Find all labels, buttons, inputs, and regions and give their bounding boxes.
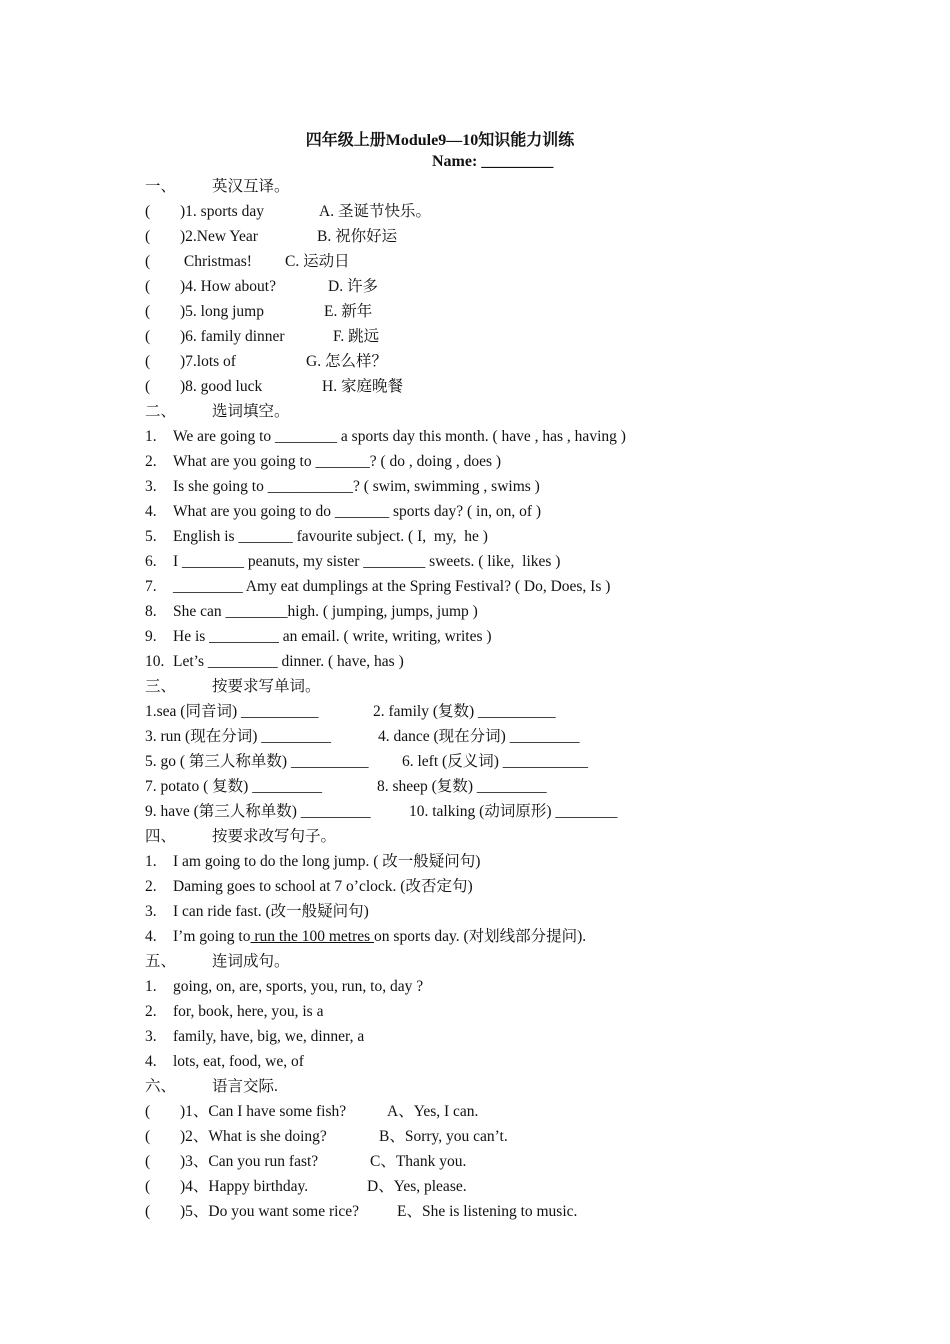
rewrite-item: [145, 927, 586, 947]
option-text: H. 家庭晚餐: [322, 378, 403, 395]
answer-paren: (: [145, 278, 151, 295]
section-title: 连词成句。: [212, 953, 290, 970]
fill-blank-item: [145, 452, 501, 472]
answer-paren: (: [145, 378, 151, 395]
option-text: E. 新年: [324, 303, 373, 320]
section-number: 四、: [145, 828, 177, 845]
item-text: She can ________high. ( jumping, jumps, jump ): [173, 603, 478, 620]
item-text-post: on sports day. (对划线部分提问).: [374, 928, 587, 945]
dialogue-item: [145, 1102, 479, 1122]
section-number: 六、: [145, 1078, 177, 1095]
section-number: 三、: [145, 678, 177, 695]
section-title: 按要求改写句子。: [212, 828, 337, 845]
word-form-item: [145, 752, 588, 772]
option-text: A. 圣诞节快乐。: [319, 203, 431, 220]
matching-item: [145, 377, 403, 397]
section-title: 英汉互译。: [212, 178, 290, 195]
item-text: Christmas!: [180, 253, 252, 270]
option-text: C. 运动日: [285, 253, 350, 270]
answer-paren: (: [145, 353, 151, 370]
item-number: 2.: [145, 1003, 157, 1020]
item-number: 3.: [145, 903, 157, 920]
item-text-pre: I’m going to: [173, 928, 251, 945]
item-text: What are you going to do _______ sports day? ( in, on, of ): [173, 503, 542, 520]
word-order-item: [145, 1002, 323, 1022]
matching-item: [145, 252, 350, 272]
item-number: 4.: [145, 928, 157, 945]
option-text: D. 许多: [328, 278, 378, 295]
item-text: lots, eat, food, we, of: [173, 1053, 304, 1070]
item-text: 7. potato ( 复数) _________: [145, 778, 322, 795]
item-text: English is _______ favourite subject. ( I, my, he ): [173, 528, 488, 545]
item-text: 5. go ( 第三人称单数) __________: [145, 753, 369, 770]
section1-header: [145, 177, 290, 197]
item-number: 4.: [145, 503, 157, 520]
item-number: 1.: [145, 428, 157, 445]
item-number: 8.: [145, 603, 157, 620]
item-text: )5. long jump: [180, 303, 264, 320]
item-number: 7.: [145, 578, 157, 595]
answer-paren: (: [145, 1203, 151, 1220]
section6-header: [145, 1077, 278, 1097]
matching-item: [145, 302, 373, 322]
fill-blank-item: [145, 652, 404, 672]
item-text: )1、Can I have some fish?: [180, 1103, 347, 1120]
item-number: 9.: [145, 628, 157, 645]
answer-paren: (: [145, 303, 151, 320]
dialogue-item: [145, 1177, 467, 1197]
item-text: Daming goes to school at 7 o’clock. (改否定句): [173, 878, 473, 895]
word-order-item: [145, 1027, 364, 1047]
item-text: family, have, big, we, dinner, a: [173, 1028, 365, 1045]
option-text: D、Yes, please.: [367, 1178, 467, 1195]
word-form-item: [145, 702, 556, 722]
item-text: 4. dance (现在分词) _________: [378, 728, 580, 745]
section-number: 二、: [145, 403, 177, 420]
section2-header: [145, 402, 290, 422]
option-text: B. 祝你好运: [317, 228, 398, 245]
section-title: 按要求写单词。: [212, 678, 321, 695]
item-text: )2、What is she doing?: [180, 1128, 327, 1145]
dialogue-item: [145, 1127, 508, 1147]
option-text: G. 怎么样？: [306, 353, 387, 370]
item-number: 1.: [145, 978, 157, 995]
fill-blank-item: [145, 427, 626, 447]
item-text: I ________ peanuts, my sister ________ sweets. ( like, likes ): [173, 553, 561, 570]
matching-item: [145, 327, 380, 347]
item-text: Let’s _________ dinner. ( have, has ): [173, 653, 404, 670]
fill-blank-item: [145, 552, 560, 572]
item-text: I am going to do the long jump. ( 改一般疑问句): [173, 853, 481, 870]
dialogue-item: [145, 1202, 578, 1222]
word-form-item: [145, 802, 618, 822]
answer-paren: (: [145, 1178, 151, 1195]
fill-blank-item: [145, 627, 492, 647]
word-form-item: [145, 777, 547, 797]
fill-blank-item: [145, 502, 541, 522]
item-text: 1.sea (同音词) __________: [145, 703, 319, 720]
section-title: 选词填空。: [212, 403, 290, 420]
item-text: I can ride fast. (改一般疑问句): [173, 903, 369, 920]
option-text: E、She is listening to music.: [397, 1203, 578, 1220]
item-text: What are you going to _______? ( do , doing , does ): [173, 453, 502, 470]
item-text: )4. How about?: [180, 278, 276, 295]
item-number: 5.: [145, 528, 157, 545]
fill-blank-item: [145, 527, 488, 547]
item-text: 10. talking (动词原形) ________: [409, 803, 618, 820]
fill-blank-item: [145, 602, 478, 622]
item-text: )4、Happy birthday.: [180, 1178, 309, 1195]
item-text: 2. family (复数) __________: [373, 703, 556, 720]
section-number: 五、: [145, 953, 177, 970]
rewrite-item: [145, 877, 473, 897]
item-text: )1. sports day: [180, 203, 264, 220]
answer-paren: (: [145, 328, 151, 345]
option-text: A、Yes, I can.: [387, 1103, 479, 1120]
answer-paren: (: [145, 253, 151, 270]
fill-blank-item: [145, 577, 610, 597]
item-text: 9. have (第三人称单数) _________: [145, 803, 371, 820]
item-number: 6.: [145, 553, 157, 570]
rewrite-item: [145, 902, 369, 922]
section4-header: [145, 827, 336, 847]
item-text: Is she going to ___________? ( swim, swimming , swims ): [173, 478, 540, 495]
item-text: 8. sheep (复数) _________: [377, 778, 547, 795]
fill-blank-item: [145, 477, 540, 497]
option-text: C、Thank you.: [370, 1153, 467, 1170]
item-text: )2.New Year: [180, 228, 258, 245]
option-text: B、Sorry, you can’t.: [379, 1128, 508, 1145]
item-text: _________ Amy eat dumplings at the Spring Festival? ( Do, Does, Is ): [173, 578, 611, 595]
matching-item: [145, 277, 378, 297]
item-number: 4.: [145, 1053, 157, 1070]
item-text: )6. family dinner: [180, 328, 285, 345]
page-title: 四年级上册Module9—10知识能力训练: [305, 132, 575, 149]
item-text: for, book, here, you, is a: [173, 1003, 324, 1020]
item-text: going, on, are, sports, you, run, to, day ?: [173, 978, 424, 995]
item-text: 3. run (现在分词) _________: [145, 728, 331, 745]
matching-item: [145, 202, 431, 222]
answer-paren: (: [145, 1128, 151, 1145]
item-text: )3、Can you run fast?: [180, 1153, 319, 1170]
item-number: 2.: [145, 878, 157, 895]
section3-header: [145, 677, 321, 697]
answer-paren: (: [145, 228, 151, 245]
name-field: Name: _________: [432, 153, 554, 170]
item-text: )8. good luck: [180, 378, 263, 395]
item-number: 1.: [145, 853, 157, 870]
dialogue-item: [145, 1152, 467, 1172]
item-text: We are going to ________ a sports day this month. ( have , has , having ): [173, 428, 626, 445]
option-text: F. 跳远: [333, 328, 380, 345]
section-number: 一、: [145, 178, 177, 195]
item-number: 3.: [145, 478, 157, 495]
item-text: )5、Do you want some rice?: [180, 1203, 360, 1220]
item-number: 2.: [145, 453, 157, 470]
item-text: He is _________ an email. ( write, writing, writes ): [173, 628, 492, 645]
item-number: 3.: [145, 1028, 157, 1045]
rewrite-item: [145, 852, 480, 872]
word-order-item: [145, 1052, 304, 1072]
matching-item: [145, 227, 398, 247]
section5-header: [145, 952, 290, 972]
matching-item: [145, 352, 387, 372]
answer-paren: (: [145, 1153, 151, 1170]
word-order-item: [145, 977, 423, 997]
answer-paren: (: [145, 203, 151, 220]
section-title: 语言交际.: [212, 1078, 278, 1095]
item-text: )7.lots of: [180, 353, 236, 370]
underlined-phrase: run the 100 metres: [250, 928, 375, 945]
item-number: 10.: [145, 653, 165, 670]
word-form-item: [145, 727, 580, 747]
answer-paren: (: [145, 1103, 151, 1120]
item-text: 6. left (反义词) ___________: [402, 753, 588, 770]
